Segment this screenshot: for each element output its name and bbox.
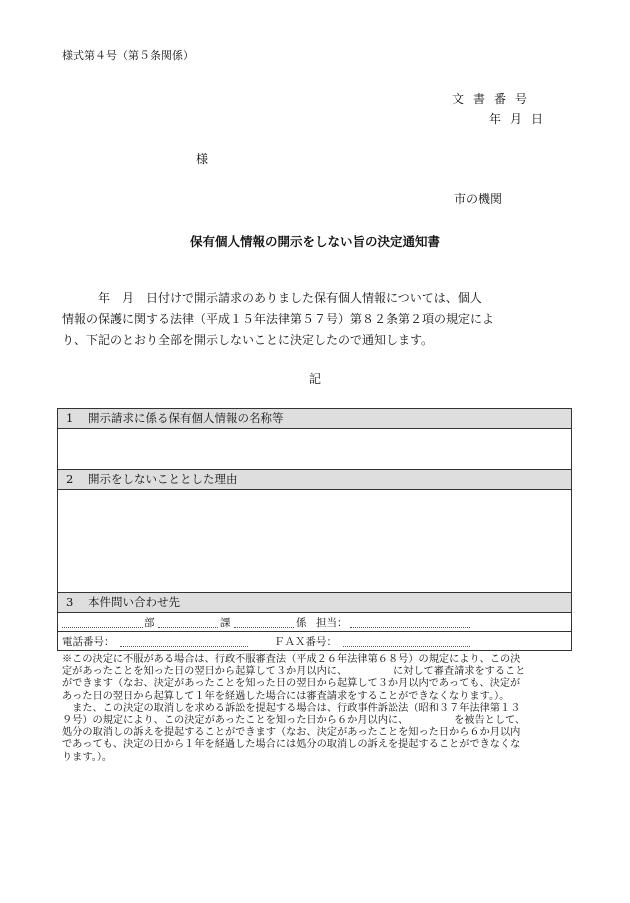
note-line: また、この決定の取消しを求める訴訟を提起する場合は、行政事件訴訟法（昭和３７年法律第１３ <box>62 702 521 714</box>
detail-table <box>57 408 572 651</box>
note-line: であっても、決定の日から１年を経過した場合には処分の取消しの訴えを提起することができなくな <box>62 739 521 751</box>
section-label: 開示をしないこととした理由 <box>88 472 238 486</box>
note-line: ります。）。 <box>62 751 113 763</box>
section-number: 2 <box>66 472 74 486</box>
contact-row-department <box>58 613 571 632</box>
section-1-header <box>58 409 571 429</box>
date-label: 年月日 <box>489 112 553 126</box>
issuer-name: 市の機関 <box>454 192 503 206</box>
body-line: 年 月 日付けで開示請求のありました保有個人情報については、個人 <box>62 291 482 305</box>
section-2-content <box>58 490 571 593</box>
section-2-header <box>58 470 571 490</box>
section-number: 1 <box>66 411 74 425</box>
section-1-content <box>58 429 571 470</box>
note-line: ９号）の規定により、この決定があったことを知った日から６か月以内に、 を被告として、 <box>62 715 526 727</box>
note-line: 処分の取消しの訴えを提起することができます（なお、決定があったことを知った日から６か月以内 <box>62 727 521 739</box>
note-line: 定があったことを知った日の翌日から起算して３か月以内に、 に対して審査請求をすること <box>62 666 526 678</box>
note-line: あった日の翌日から起算して１年を経過した場合には審査請求をすることができなくなります。）。 <box>62 690 510 702</box>
appeal-note <box>62 654 572 764</box>
person-label: 担当： <box>316 617 348 629</box>
fax-label: ＦＡＸ番号： <box>274 636 337 648</box>
body-text <box>62 288 572 351</box>
body-line: 情報の保護に関する法律（平成１５年法律第５７号）第８２条第２項の規定によ <box>62 312 495 326</box>
body-line: り、下記のとおり全部を開示しないことに決定したので通知します。 <box>62 333 434 347</box>
addressee-suffix: 様 <box>196 152 209 166</box>
section-label: 本件問い合わせ先 <box>88 595 180 609</box>
form-number: 様式第４号（第５条関係） <box>62 49 194 62</box>
document-title: 保有個人情報の開示をしない旨の決定通知書 <box>189 234 440 249</box>
unit-label: 係 <box>296 617 307 629</box>
section-label: 開示請求に係る保有個人情報の名称等 <box>88 411 284 425</box>
section-3-header <box>58 593 571 613</box>
document-number-label: 文書番号 <box>452 92 537 106</box>
note-line: ができます（なお、決定があったことを知った日の翌日から起算して３か月以内であっても、決定が <box>62 678 521 690</box>
dept-label: 部 <box>144 617 155 629</box>
note-line: ※この決定に不服がある場合は、行政不服審査法（平成２６年法律第６８号）の規定により、この決 <box>62 654 521 665</box>
contact-row-phone <box>58 632 571 650</box>
section-label-ka: 課 <box>220 617 231 629</box>
ki-heading: 記 <box>308 372 321 386</box>
phone-label: 電話番号： <box>62 636 115 648</box>
section-number: 3 <box>66 595 74 609</box>
